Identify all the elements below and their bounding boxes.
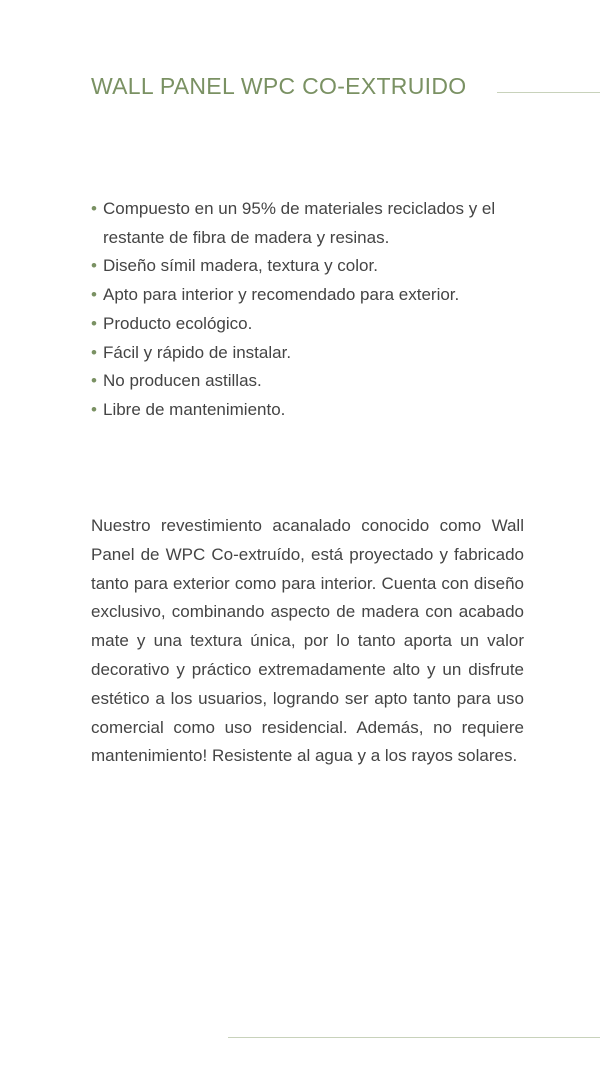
- feature-item: [91, 367, 531, 396]
- title-divider: [497, 92, 600, 93]
- feature-text: No producen astillas.: [103, 371, 262, 391]
- description-paragraph: Nuestro revestimiento acanalado conocido como Wall Panel de WPC Co-extruído, está proyectado y fabricado tanto para exterior como para interior. Cuenta con diseño exclusivo, combinando aspecto de madera con acabado mate y una textura única, por lo tanto aporta un valor decorativo y práctico extremadamente alto y un disfrute estético a los usuarios, logrando ser apto tanto para uso comercial como uso residencial. Además, no requiere mantenimiento! Resistente al agua y a los rayos solares.: [91, 516, 524, 766]
- page-title: WALL PANEL WPC CO-EXTRUIDO: [91, 73, 467, 99]
- feature-item: [91, 281, 531, 310]
- bullet-icon: •: [91, 313, 97, 333]
- feature-item: [91, 310, 531, 339]
- feature-item: [91, 252, 531, 281]
- feature-text: Diseño símil madera, textura y color.: [103, 256, 378, 276]
- feature-text: Producto ecológico.: [103, 313, 253, 333]
- bullet-icon: •: [91, 199, 97, 218]
- bullet-icon: •: [91, 371, 97, 391]
- feature-item: [91, 396, 531, 425]
- bullet-icon: •: [91, 399, 97, 419]
- feature-text: Fácil y rápido de instalar.: [103, 342, 292, 362]
- feature-text: Libre de mantenimiento.: [103, 399, 286, 419]
- bullet-icon: •: [91, 285, 97, 305]
- feature-list: [91, 195, 531, 425]
- footer-divider: [228, 1037, 600, 1038]
- feature-text: Compuesto en un 95% de materiales reciclados y el restante de fibra de madera y resinas.: [103, 199, 496, 247]
- feature-item: [91, 195, 531, 252]
- feature-item: [91, 339, 531, 368]
- bullet-icon: •: [91, 256, 97, 276]
- bullet-icon: •: [91, 342, 97, 362]
- feature-text: Apto para interior y recomendado para exterior.: [103, 285, 460, 305]
